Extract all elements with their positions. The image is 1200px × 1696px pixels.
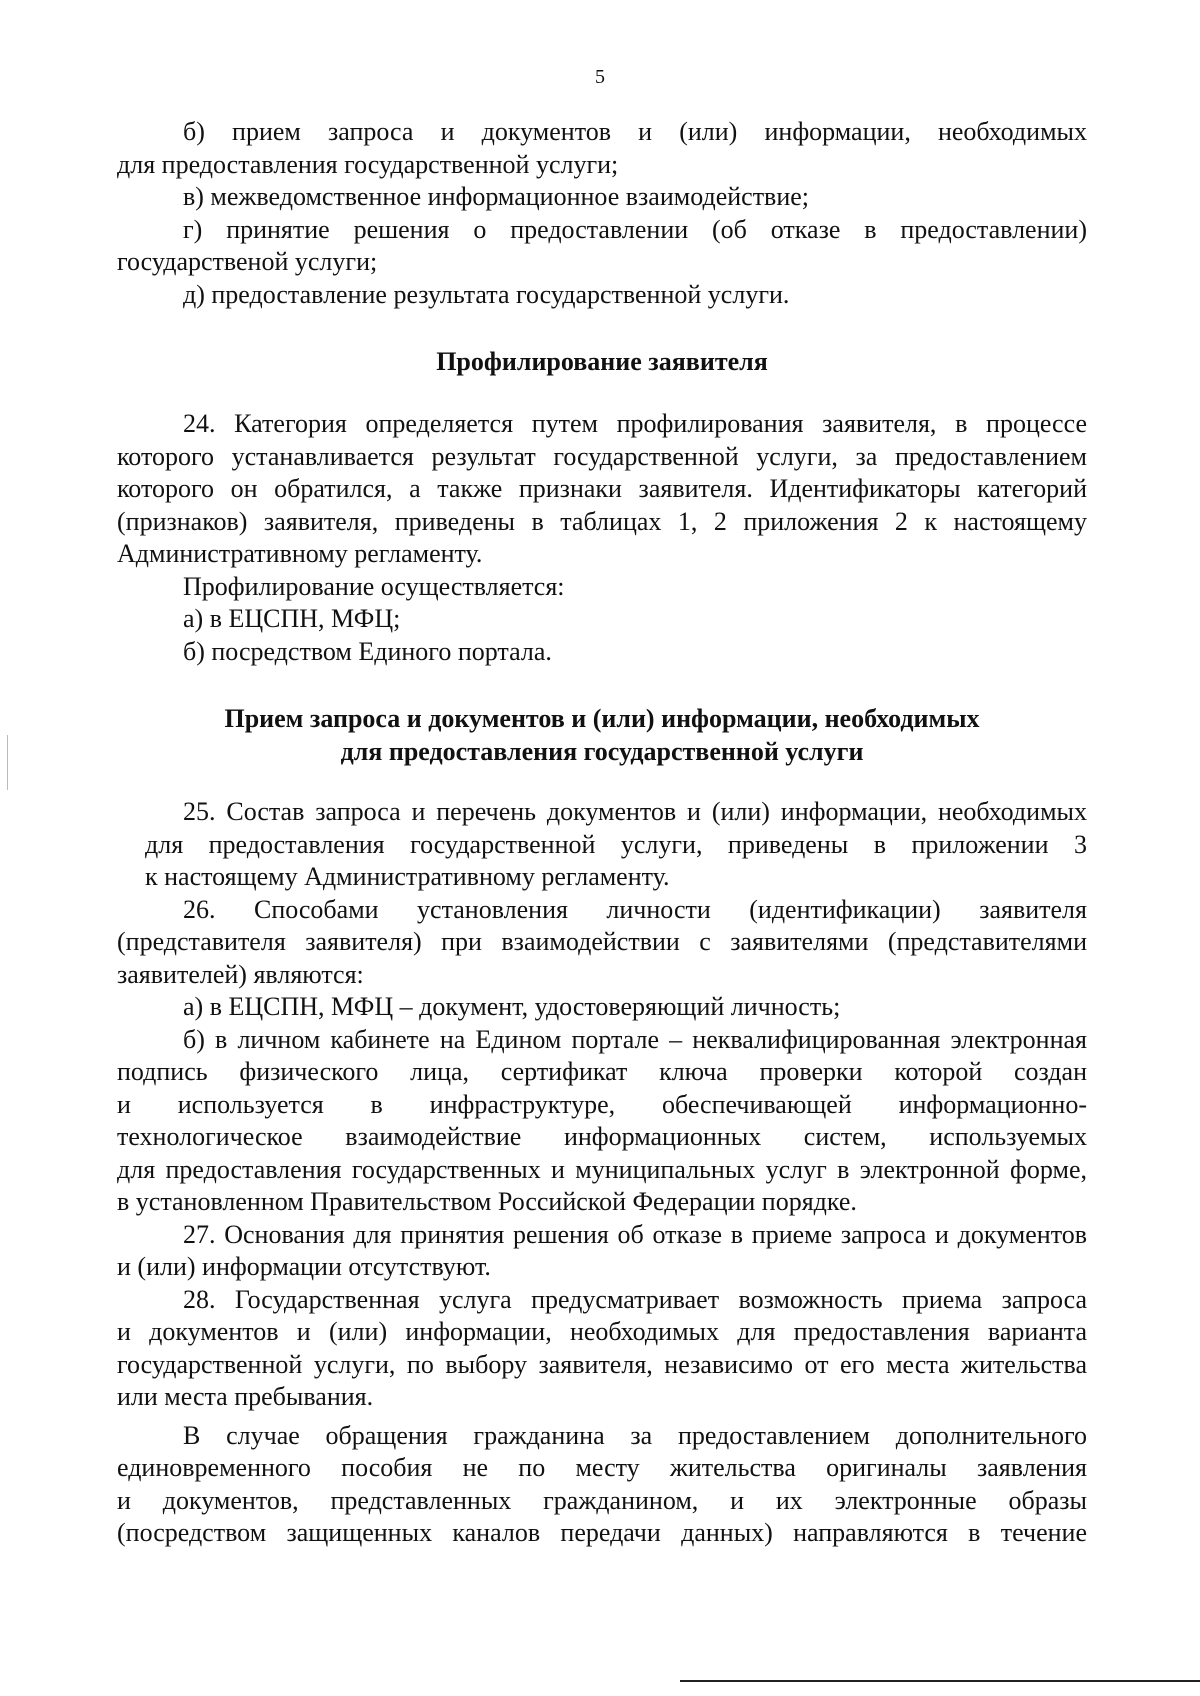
list-item-v: в) межведомственное информационное взаимодействие; [183,182,810,211]
paragraph-26-line: 26. Способами установления личности (идентификации) заявителя [183,894,1087,924]
paragraph-28b-line: (посредством защищенных каналов передачи данных) направляются в течение [117,1518,1087,1547]
profiling-item-b: б) посредством Единого портала. [183,636,552,666]
paragraph-28b-line: и документов, представленных гражданином, и их электронные образы [117,1485,1087,1515]
paragraph-28b-line: В случае обращения гражданина за предоставлением дополнительного [183,1420,1087,1450]
paragraph-25-line: 25. Состав запроса и перечень документов и (или) информации, необходимых [183,797,1087,826]
section-heading-profiling: Профилирование заявителя [436,347,768,376]
paragraph-25-line: для предоставления государственной услуги, приведены в приложении 3 [145,829,1087,859]
page-number: 5 [595,66,605,88]
paragraph-26-item-b-line: технологическое взаимодействие информационных систем, используемых [117,1122,1087,1151]
list-item-d: д) предоставление результата государственной услуги. [183,279,790,309]
list-item-b: б) прием запроса и документов и (или) информации, необходимых [183,117,1087,146]
list-item-b-cont: для предоставления государственной услуги; [117,149,619,179]
paragraph-27-line: 27. Основания для принятия решения об отказе в приеме запроса и документов [183,1219,1087,1249]
paragraph-24-line: 24. Категория определяется путем профилирования заявителя, в процессе [183,409,1087,438]
paragraph-24-line: которого он обратился, а также признаки заявителя. Идентификаторы категорий [117,474,1087,503]
paragraph-28-line: государственной услуги, по выбору заявителя, независимо от его места жительства [117,1349,1087,1379]
paragraph-28-line: 28. Государственная услуга предусматривает возможность приема запроса [183,1284,1087,1314]
paragraph-25-line: к настоящему Административному регламенту. [145,862,670,891]
heading-line: Прием запроса и документов и (или) информации, необходимых [224,704,980,733]
scan-edge-mark [7,735,8,790]
paragraph-24-line: Административному регламенту. [117,539,483,568]
paragraph-26-line: (представителя заявителя) при взаимодействии с заявителями (представителями [117,927,1087,956]
paragraph-28-line: или места пребывания. [117,1382,374,1411]
paragraph-28-line: и документов и (или) информации, необходимых для предоставления варианта [117,1317,1087,1346]
list-item-g: г) принятие решения о предоставлении (об отказе в предоставлении) [183,214,1087,244]
paragraph-26-item-a: а) в ЕЦСПН, МФЦ – документ, удостоверяющий личность; [183,992,841,1021]
profiling-section [117,408,1087,668]
paragraph-26-line: заявителей) являются: [117,959,364,989]
paragraph-28b-line: единовременного пособия не по месту жительства оригиналы заявления [117,1453,1087,1482]
heading-line: для предоставления государственной услуги [340,737,864,766]
procedures-list [117,116,1087,311]
paragraph-26-item-b-line: и используется в инфраструктуре, обеспечивающей информационно- [117,1089,1087,1119]
list-item-g-cont: государственой услуги; [117,247,378,276]
section-heading-request [117,702,1087,768]
paragraph-26-item-b-line: б) в личном кабинете на Едином портале – неквалифицированная электронная [183,1024,1087,1054]
request-section [117,796,1087,1550]
paragraph-27-line: и (или) информации отсутствуют. [117,1252,491,1281]
paragraph-24-line: (признаков) заявителя, приведены в таблицах 1, 2 приложения 2 к настоящему [117,506,1087,536]
paragraph-24-line: которого устанавливается результат государственной услуги, за предоставлением [117,441,1087,471]
scan-bottom-line [680,1680,1200,1682]
profiling-intro: Профилирование осуществляется: [183,571,565,601]
profiling-item-a: а) в ЕЦСПН, МФЦ; [183,604,401,633]
paragraph-26-item-b-line: в установленном Правительством Российской Федерации порядке. [117,1187,857,1216]
paragraph-26-item-b-line: для предоставления государственных и муниципальных услуг в электронной форме, [117,1154,1087,1184]
paragraph-26-item-b-line: подпись физического лица, сертификат ключа проверки которой создан [117,1057,1087,1086]
